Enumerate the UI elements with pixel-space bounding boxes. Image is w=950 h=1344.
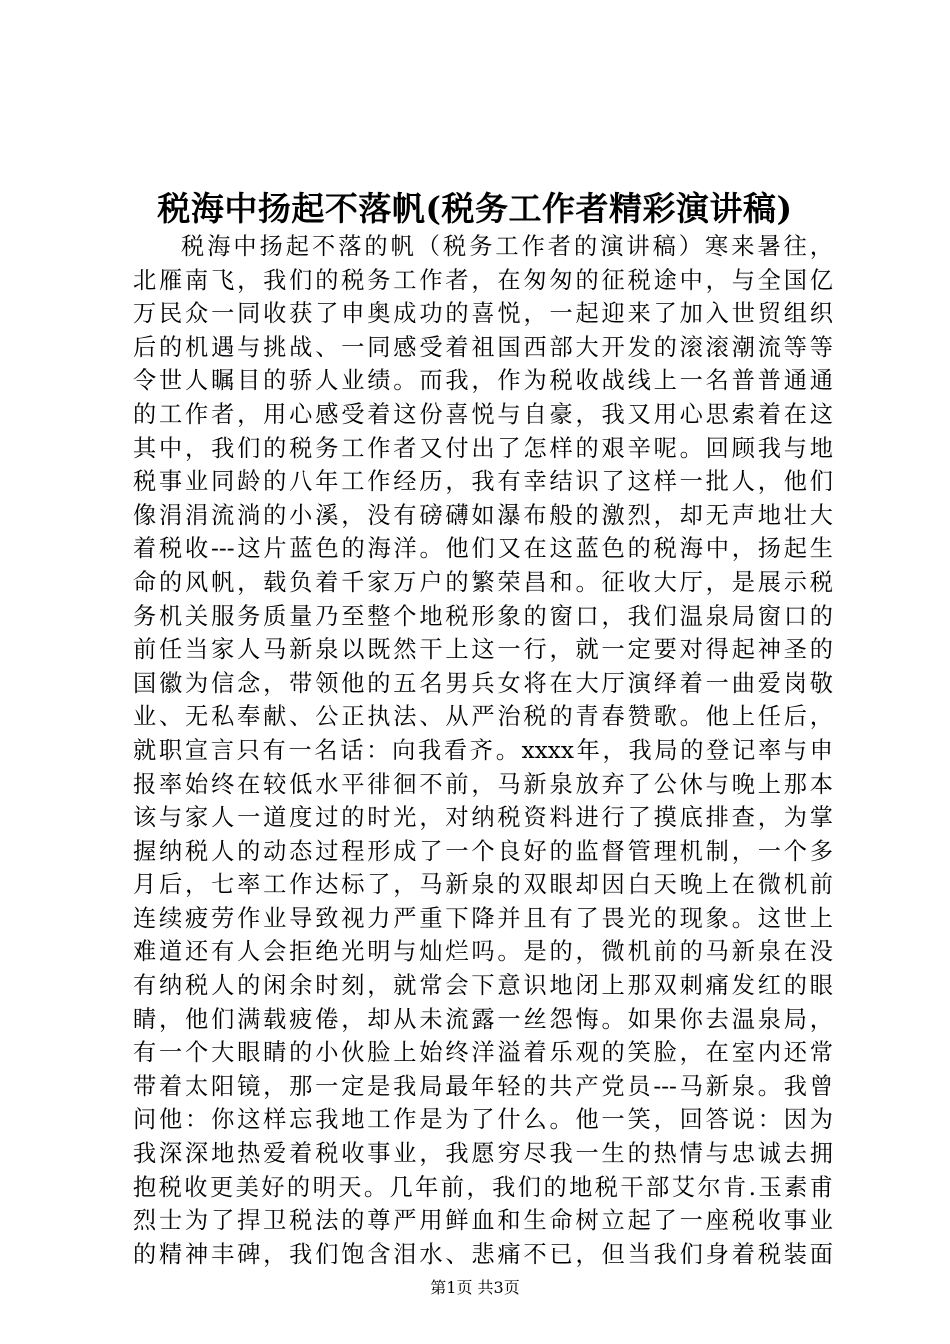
document-body [133,230,833,1271]
body-line: 有一个大眼睛的小伙脸上始终洋溢着乐观的笑脸，在室内还常 [133,1039,833,1067]
body-line: 带着太阳镜，那一定是我局最年轻的共产党员---马新泉。我曾 [133,1072,833,1100]
body-line: 报率始终在较低水平徘徊不前，马新泉放弃了公休与晚上那本 [133,770,833,798]
document-title: 税海中扬起不落帆(税务工作者精彩演讲稿) [157,189,793,228]
body-line: 问他：你这样忘我地工作是为了什么。他一笑，回答说：因为 [133,1106,833,1134]
body-line: 难道还有人会拒绝光明与灿烂吗。是的，微机前的马新泉在没 [133,938,833,966]
body-line: 前任当家人马新泉以既然干上这一行，就一定要对得起神圣的 [133,636,833,664]
body-line: 睛，他们满载疲倦，却从未流露一丝怨悔。如果你去温泉局， [133,1005,833,1033]
body-line: 务机关服务质量乃至整个地税形象的窗口，我们温泉局窗口的 [133,602,833,630]
page-footer: 第1页 共3页 [430,1278,520,1297]
body-line: 我深深地热爱着税收事业，我愿穷尽我一生的热情与忠诚去拥 [133,1140,833,1168]
body-line: 烈士为了捍卫税法的尊严用鲜血和生命树立起了一座税收事业 [133,1207,833,1235]
body-line: 着税收---这片蓝色的海洋。他们又在这蓝色的税海中，扬起生 [133,535,833,563]
body-line: 令世人瞩目的骄人业绩。而我，作为税收战线上一名普普通通 [133,367,833,395]
body-line: 税事业同龄的八年工作经历，我有幸结识了这样一批人，他们 [133,468,833,496]
body-line: 后的机遇与挑战、一同感受着祖国西部大开发的滚滚潮流等等 [133,333,833,361]
body-line: 的精神丰碑，我们饱含泪水、悲痛不已，但当我们身着税装面 [133,1240,833,1268]
body-line: 该与家人一道度过的时光，对纳税资料进行了摸底排查，为掌 [133,804,833,832]
body-line: 月后，七率工作达标了，马新泉的双眼却因白天晚上在微机前 [133,871,833,899]
body-line: 国徽为信念，带领他的五名男兵女将在大厅演绎着一曲爱岗敬 [133,669,833,697]
body-line: 万民众一同收获了申奥成功的喜悦，一起迎来了加入世贸组织 [133,300,833,328]
body-line: 连续疲劳作业导致视力严重下降并且有了畏光的现象。这世上 [133,904,833,932]
body-line: 的工作者，用心感受着这份喜悦与自豪，我又用心思索着在这 [133,400,833,428]
body-line: 业、无私奉献、公正执法、从严治税的青春赞歌。他上任后， [133,703,833,731]
body-line: 像涓涓流淌的小溪，没有磅礴如瀑布般的激烈，却无声地壮大 [133,501,833,529]
body-line: 握纳税人的动态过程形成了一个良好的监督管理机制，一个多 [133,837,833,865]
body-line: 其中，我们的税务工作者又付出了怎样的艰辛呢。回顾我与地 [133,434,833,462]
body-line: 命的风帆，载负着千家万户的繁荣昌和。征收大厅，是展示税 [133,568,833,596]
body-line: 税海中扬起不落的帆（税务工作者的演讲稿）寒来暑往， [181,233,833,260]
body-line: 有纳税人的闲余时刻，就常会下意识地闭上那双刺痛发红的眼 [133,972,833,1000]
body-line: 就职宣言只有一名话：向我看齐。xxxx年，我局的登记率与申 [133,736,833,764]
body-line: 北雁南飞，我们的税务工作者，在匆匆的征税途中，与全国亿 [133,266,833,294]
body-line: 抱税收更美好的明天。几年前，我们的地税干部艾尔肯.玉素甫 [133,1173,833,1201]
